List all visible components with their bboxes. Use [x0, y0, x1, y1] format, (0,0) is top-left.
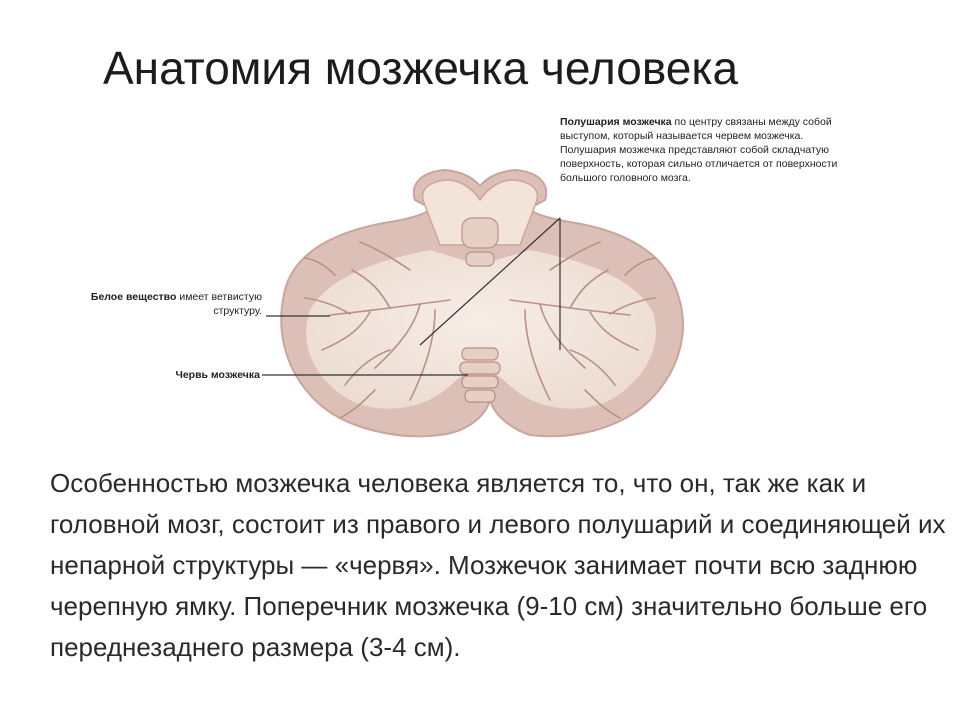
hemispheres-annotation — [560, 115, 850, 185]
vermis-annotation-bold: Червь мозжечка — [175, 369, 260, 381]
white-matter-annotation-text: имеет ветвистую структуру. — [176, 291, 262, 317]
slide-title: Анатомия мозжечка человека — [103, 42, 739, 94]
hemispheres-annotation-text: по центру связаны между собой выступом, который называется червем мозжечка. Полушария мозжечка представляют собой складчатую поверхность, которая сильно отличается от поверхности большого головного мозга. — [560, 116, 838, 184]
white-matter-annotation-bold: Белое вещество — [90, 291, 177, 303]
hemispheres-annotation-bold: Полушария мозжечка — [560, 116, 672, 128]
vermis-annotation — [140, 368, 260, 382]
white-matter-annotation — [90, 290, 262, 318]
body-paragraph: Особенностью мозжечка человека является то, что он, так же как и головной мозг, состоит из правого и левого полушарий и соединяющей их непарной структуры — «червя». Мозжечок занимает почти всю заднюю черепную ямку. Поперечник мозжечка (9-10 см) значительно больше его переднезаднего размера (3-4 см). — [50, 468, 946, 662]
cerebellum-figure — [90, 100, 850, 460]
